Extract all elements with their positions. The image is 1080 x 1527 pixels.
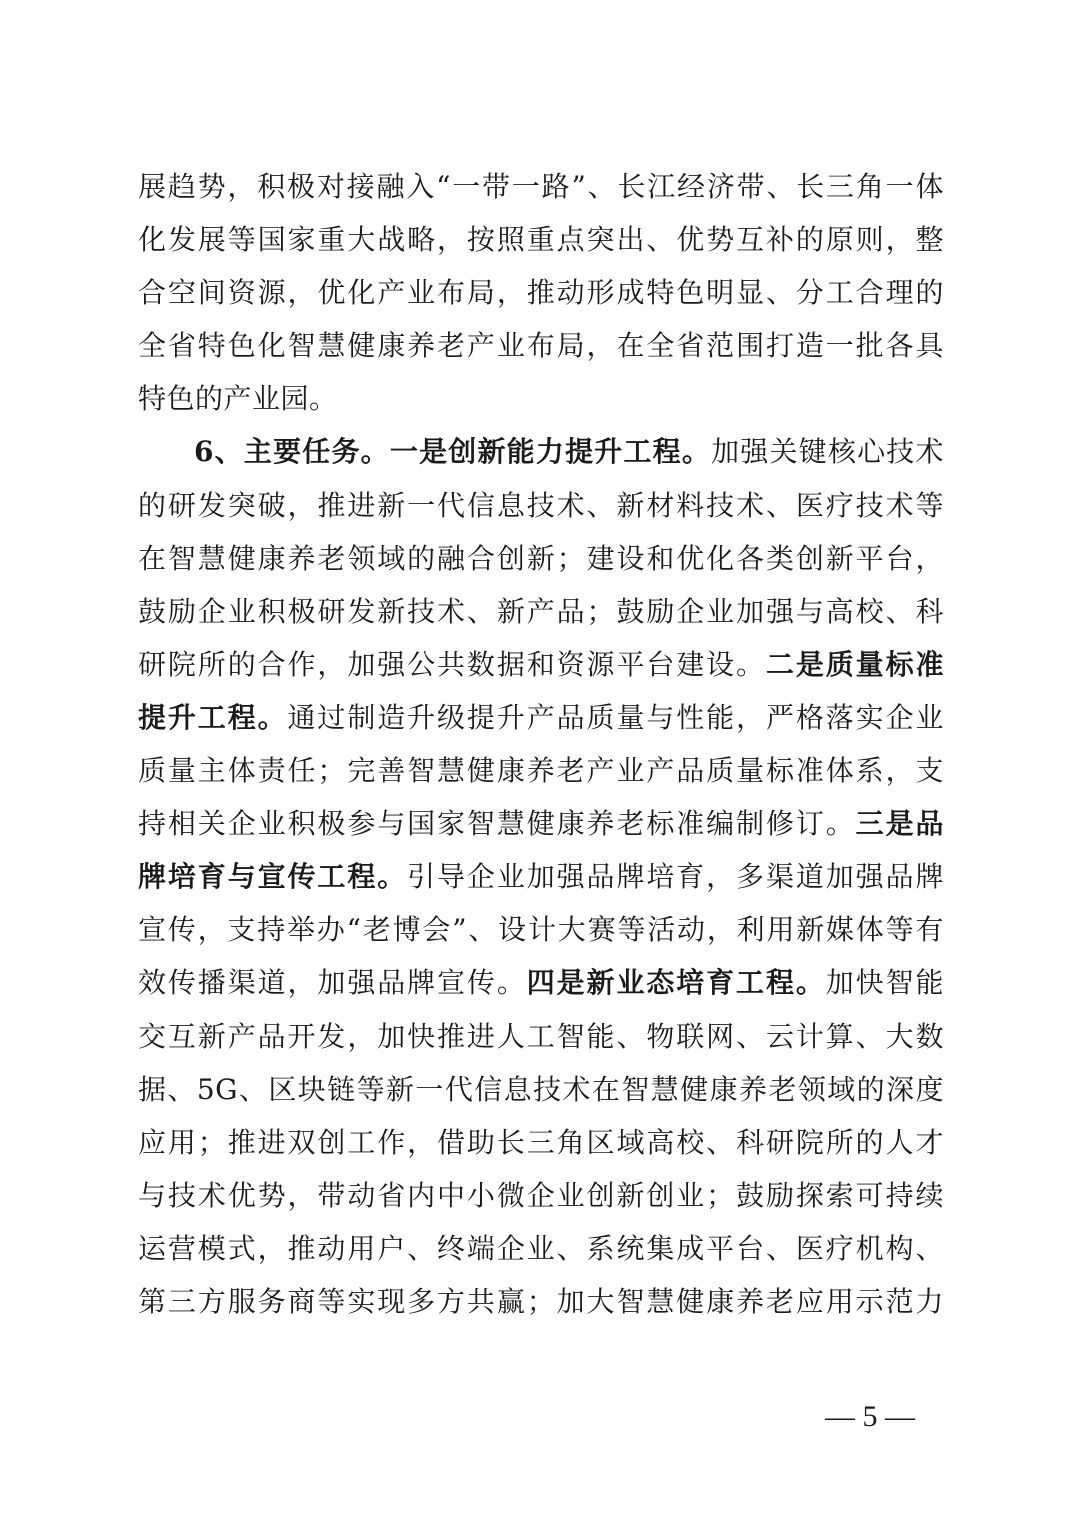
body-text-segment: 加快智能 bbox=[825, 966, 944, 1000]
body-text-segment: 特色的产业园。 bbox=[138, 382, 338, 416]
bold-heading-text: 四是新业态培育工程。 bbox=[526, 966, 826, 1000]
body-text-segment: 在智慧健康养老领域的融合创新；建设和优化各类创新平台， bbox=[138, 541, 944, 575]
text-line bbox=[138, 160, 944, 213]
body-text-segment: 据、5G、区块链等新一代信息技术在智慧健康养老领域的深度 bbox=[138, 1072, 944, 1106]
body-text bbox=[138, 160, 944, 1328]
text-line bbox=[138, 1116, 944, 1169]
text-line bbox=[138, 797, 944, 850]
text-line bbox=[138, 585, 944, 638]
body-text-segment: 持相关企业积极参与国家智慧健康养老标准编制修订。 bbox=[138, 807, 856, 841]
body-text-segment: 第三方服务商等实现多方共赢；加大智慧健康养老应用示范力 bbox=[138, 1284, 944, 1318]
text-line bbox=[138, 1010, 944, 1063]
body-text-segment: 展趋势，积极对接融入“一带一路”、长江经济带、长三角一体 bbox=[138, 170, 944, 203]
text-line bbox=[138, 1063, 944, 1116]
body-text-segment: 化发展等国家重大战略，按照重点突出、优势互补的原则，整 bbox=[138, 223, 944, 257]
text-line bbox=[138, 1275, 944, 1328]
body-text-segment: 通过制造升级提升产品质量与性能，严格落实企业 bbox=[287, 700, 944, 734]
text-line bbox=[138, 903, 944, 956]
page-number: — 5 — bbox=[825, 1400, 915, 1433]
body-text-segment: 的研发突破，推进新一代信息技术、新材料技术、医疗技术等 bbox=[138, 488, 944, 522]
body-text-segment: 应用；推进双创工作，借助长三角区域高校、科研院所的人才 bbox=[138, 1125, 944, 1159]
body-text-segment: 研院所的合作，加强公共数据和资源平台建设。 bbox=[138, 647, 766, 681]
body-text-segment: 宣传，支持举办“老博会”、设计大赛等活动，利用新媒体等有 bbox=[138, 913, 944, 947]
body-text-segment: 鼓励企业积极研发新技术、新产品；鼓励企业加强与高校、科 bbox=[138, 594, 944, 628]
bold-heading-text: 三是品 bbox=[855, 807, 944, 841]
text-line bbox=[138, 319, 944, 372]
body-text-segment: 加强关键核心技术 bbox=[711, 435, 944, 469]
text-line bbox=[138, 425, 944, 478]
body-text-segment: 交互新产品开发，加快推进人工智能、物联网、云计算、大数 bbox=[138, 1019, 944, 1053]
text-line bbox=[138, 479, 944, 532]
body-text-segment: 引导企业加强品牌培育，多渠道加强品牌 bbox=[407, 860, 944, 894]
text-line bbox=[138, 266, 944, 319]
body-text-segment: 效传播渠道，加强品牌宣传。 bbox=[138, 966, 527, 1000]
text-line bbox=[138, 1222, 944, 1275]
text-line bbox=[138, 1169, 944, 1222]
bold-heading-text: 6、主要任务。一是创新能力提升工程。 bbox=[194, 435, 712, 469]
body-text-segment: 合空间资源，优化产业布局，推动形成特色明显、分工合理的 bbox=[138, 276, 944, 310]
body-text-segment: 运营模式，推动用户、终端企业、系统集成平台、医疗机构、 bbox=[138, 1231, 944, 1265]
body-text-segment: 质量主体责任；完善智慧健康养老产业产品质量标准体系，支 bbox=[138, 754, 944, 788]
bold-heading-text: 提升工程。 bbox=[138, 700, 288, 734]
text-line bbox=[138, 956, 944, 1009]
text-line bbox=[138, 744, 944, 797]
body-text-segment: 全省特色化智慧健康养老产业布局，在全省范围打造一批各具 bbox=[138, 329, 944, 363]
text-line bbox=[138, 372, 944, 425]
bold-heading-text: 二是质量标准 bbox=[765, 647, 944, 681]
text-line bbox=[138, 532, 944, 585]
text-line bbox=[138, 213, 944, 266]
text-line bbox=[138, 638, 944, 691]
bold-heading-text: 牌培育与宣传工程。 bbox=[138, 860, 408, 894]
text-line bbox=[138, 691, 944, 744]
body-text-segment: 与技术优势，带动省内中小微企业创新创业；鼓励探索可持续 bbox=[138, 1178, 944, 1212]
text-line bbox=[138, 850, 944, 903]
